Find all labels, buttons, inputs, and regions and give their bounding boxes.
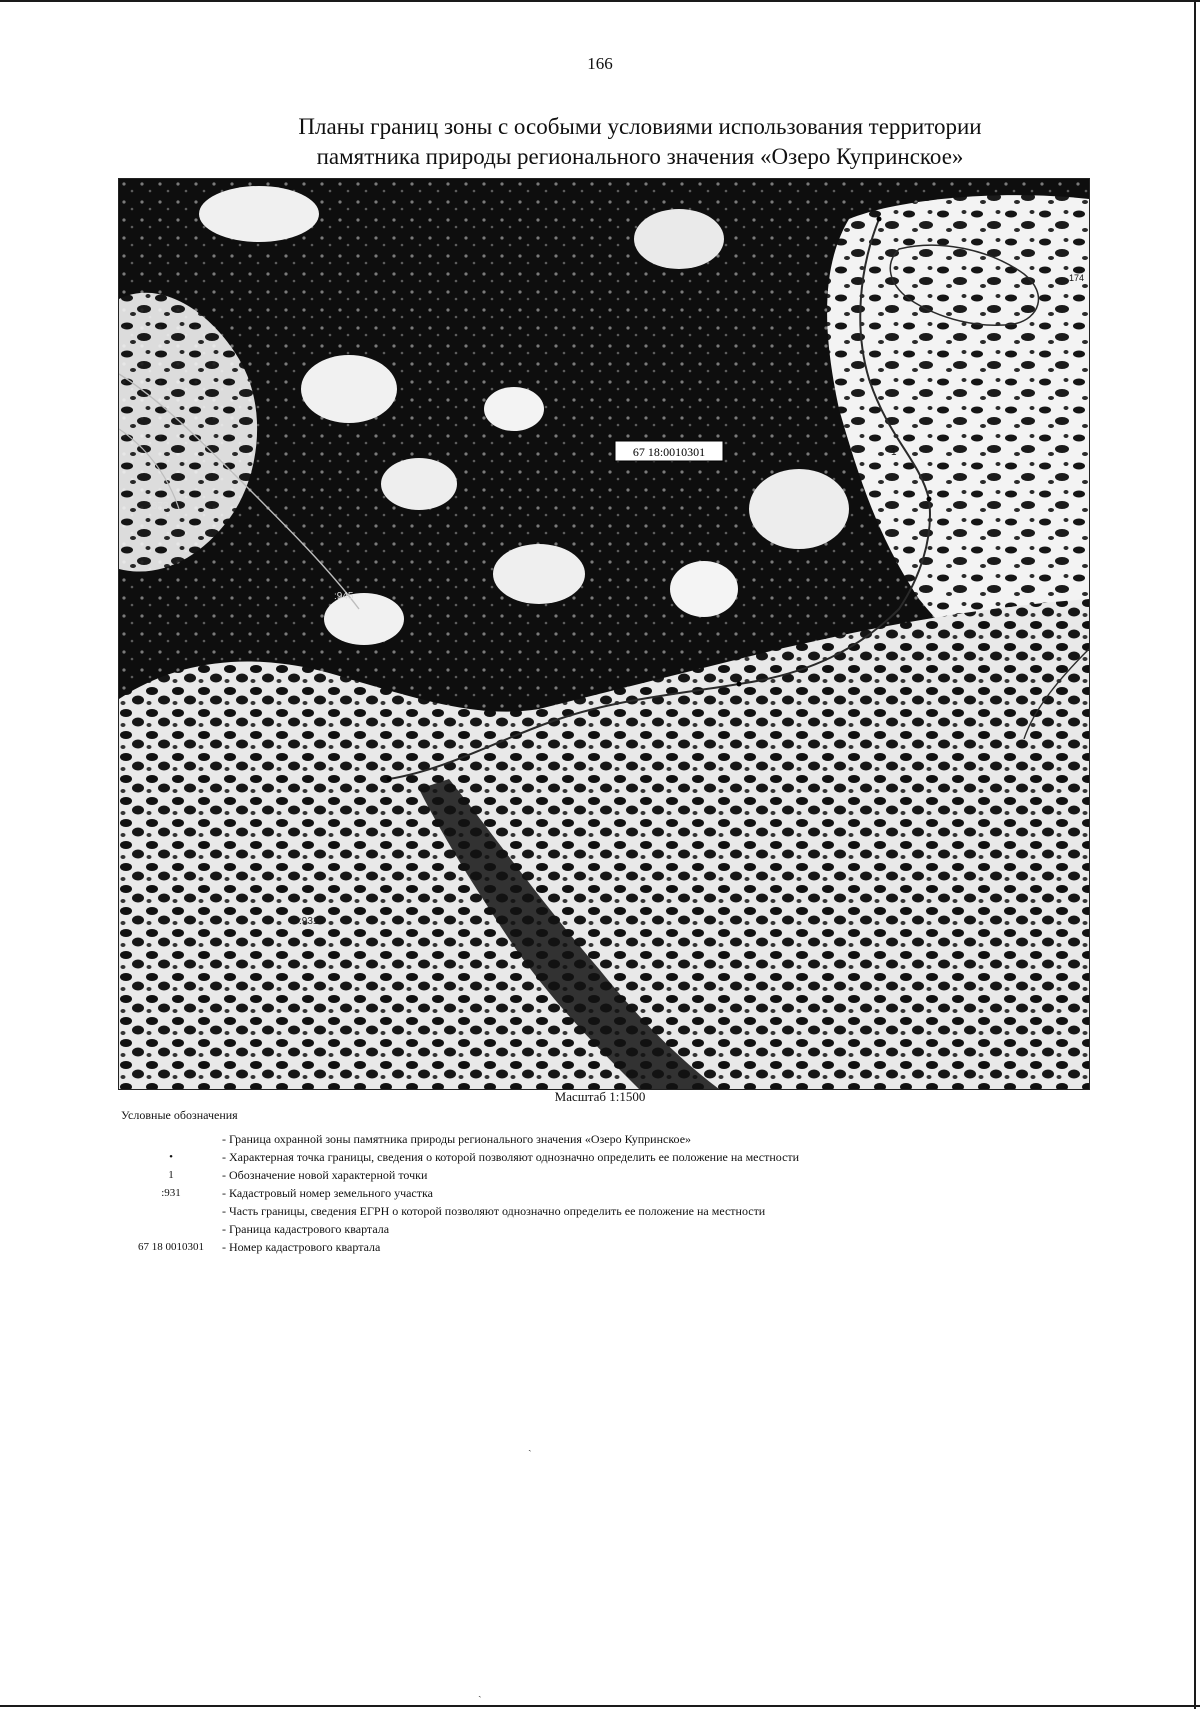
clearing-patch [484, 387, 544, 431]
legend-title: Условные обозначения [121, 1108, 238, 1122]
clearing-patch [670, 561, 738, 617]
bottom-edge-line [0, 1705, 1200, 1707]
legend-item [118, 1238, 1078, 1256]
parcel-label-945: :945 [334, 591, 354, 602]
point-label-1: 1 [891, 447, 897, 458]
legend-item [118, 1220, 1078, 1238]
top-edge-line [0, 0, 1200, 2]
legend-text: - Обозначение новой характерной точки [222, 1168, 428, 1182]
boundary-point [877, 217, 882, 222]
legend-text: - Кадастровый номер земельного участка [222, 1186, 433, 1200]
aerial-map [118, 178, 1090, 1090]
legend-text: - Характерная точка границы, сведения о которой позволяют однозначно определить ее положение на местности [222, 1150, 800, 1164]
legend-symbol: 1 [168, 1169, 174, 1181]
clearing-patch [301, 355, 397, 423]
clearing-patch [199, 186, 319, 242]
scan-mark: ˏ [478, 1686, 482, 1698]
clearing-patch [381, 458, 457, 510]
legend-symbol: 67 18 0010301 [138, 1241, 204, 1253]
map-scale: Масштаб 1:1500 [554, 1089, 646, 1104]
scan-mark: ˏ [528, 1440, 532, 1452]
legend-symbol: • [169, 1151, 173, 1163]
legend-item [118, 1148, 1078, 1166]
clearing-patch [749, 469, 849, 549]
page-title [160, 112, 1120, 172]
code-label: 174 [1069, 273, 1085, 283]
parcel-label-931: :931 [299, 916, 319, 927]
right-edge-line [1194, 0, 1196, 1709]
boundary-point [387, 777, 392, 782]
legend [118, 1130, 1078, 1256]
title-line-2: памятника природы регионального значения «Озеро Купринское» [316, 144, 964, 169]
boundary-point [927, 497, 932, 502]
legend-text: - Граница кадастрового квартала [222, 1222, 390, 1236]
legend-item [118, 1184, 1078, 1202]
legend-text: - Часть границы, сведения ЕГРН о которой позволяют однозначно определить ее положение на местности [222, 1204, 766, 1218]
clearing-patch [493, 544, 585, 604]
legend-item [118, 1166, 1078, 1184]
page-number: 166 [587, 54, 613, 73]
legend-text: - Номер кадастрового квартала [222, 1240, 381, 1254]
map-svg [119, 179, 1089, 1089]
legend-item [118, 1202, 1078, 1220]
boundary-point [737, 682, 742, 687]
clearing-patch [634, 209, 724, 269]
legend-text: - Граница охранной зоны памятника природы регионального значения «Озеро Купринское» [222, 1132, 692, 1146]
legend-symbol: :931 [161, 1187, 181, 1199]
legend-item [118, 1130, 1078, 1148]
parcel-label-673: :673 [149, 501, 169, 512]
title-line-1: Планы границ зоны с особыми условиями использования территории [298, 114, 982, 139]
quarter-number-label: 67 18:0010301 [632, 445, 706, 459]
